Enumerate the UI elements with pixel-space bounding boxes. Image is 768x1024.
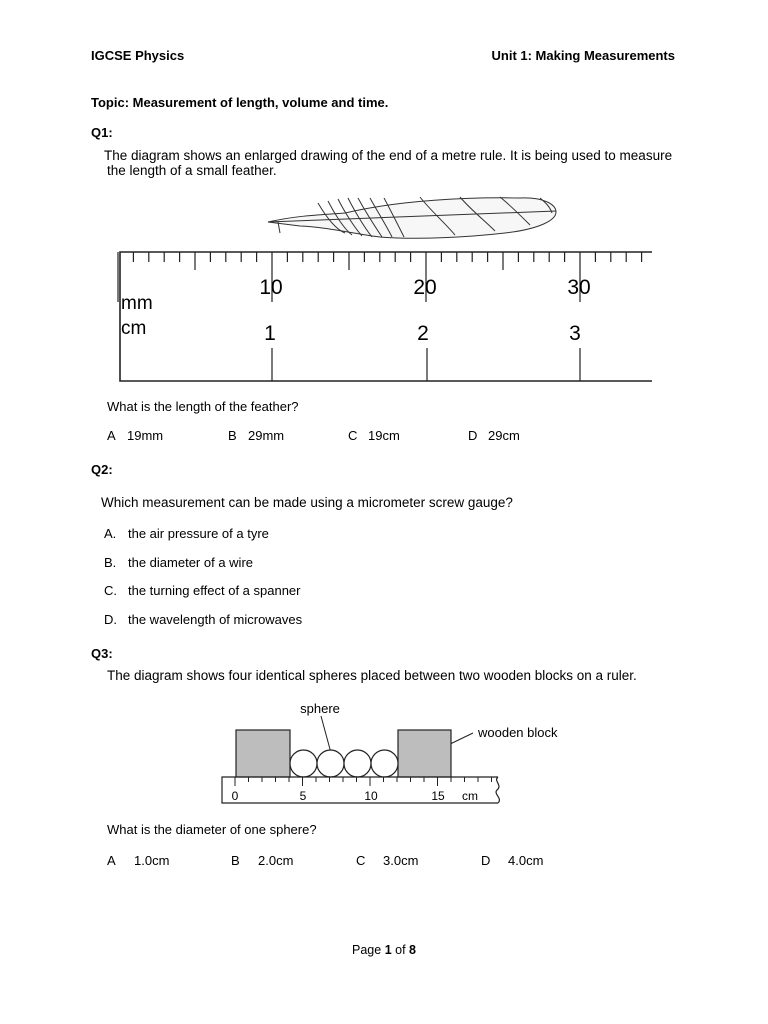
- feather-drawing: [268, 197, 556, 238]
- q1-option-c: [348, 428, 400, 443]
- q1-option-b: [228, 428, 284, 443]
- option-text: 1.0cm: [134, 853, 170, 868]
- q2-option-d: [104, 612, 302, 641]
- ruler-scale-number: 0: [231, 789, 239, 803]
- option-text: 4.0cm: [508, 853, 544, 868]
- wooden-block-left: [236, 730, 290, 777]
- ruler-cm-number: 1: [264, 322, 276, 345]
- q1-option-d: [468, 428, 520, 443]
- header-right: Unit 1: Making Measurements: [491, 48, 675, 63]
- ruler-mm-label: mm: [121, 293, 153, 314]
- option-text: 3.0cm: [383, 853, 419, 868]
- footer-total-pages: 8: [409, 943, 416, 957]
- option-text: 2.0cm: [258, 853, 294, 868]
- option-text: 29cm: [488, 428, 520, 443]
- q2-option-b: [104, 555, 302, 584]
- q2-text: Which measurement can be made using a micrometer screw gauge?: [101, 495, 513, 510]
- q3-option-c: [356, 853, 418, 868]
- q2-option-a: [104, 526, 302, 555]
- sphere: [290, 750, 317, 777]
- q3-option-b: [231, 853, 293, 868]
- wooden-block-label: wooden block: [478, 725, 558, 740]
- sphere: [317, 750, 344, 777]
- option-letter: D: [481, 853, 491, 868]
- option-text: the turning effect of a spanner: [128, 583, 301, 598]
- option-text: the wavelength of microwaves: [128, 611, 303, 627]
- option-text: the air pressure of a tyre: [128, 526, 269, 541]
- option-text: 19mm: [127, 428, 164, 443]
- ruler-cm-number: 2: [417, 322, 429, 345]
- option-letter: A.: [104, 526, 117, 541]
- q3-question: What is the diameter of one sphere?: [107, 822, 317, 837]
- option-letter: B.: [104, 554, 117, 570]
- ruler-scale-number: 10: [364, 789, 378, 803]
- option-letter: D.: [104, 611, 117, 627]
- q3-option-d: [481, 853, 543, 868]
- q2-label: Q2:: [91, 462, 113, 477]
- sphere-label: sphere: [300, 701, 340, 716]
- sphere: [344, 750, 371, 777]
- ruler-mm-number: 10: [259, 276, 283, 299]
- ruler-mm-number: 30: [567, 276, 591, 299]
- q2-option-c: [104, 583, 302, 612]
- footer-middle: of: [391, 943, 410, 957]
- option-letter: A: [107, 428, 116, 443]
- option-text: 29mm: [248, 428, 285, 443]
- wooden-block-right: [398, 730, 451, 777]
- page-footer: [0, 943, 768, 957]
- ruler-mm-number: 20: [413, 276, 437, 299]
- option-letter: B: [231, 853, 240, 868]
- q2-options: [104, 526, 302, 640]
- option-text: 19cm: [368, 428, 400, 443]
- q3-text: The diagram shows four identical spheres placed between two wooden blocks on a ruler.: [107, 668, 637, 683]
- option-letter: C: [348, 428, 358, 443]
- q1-option-a: [107, 428, 163, 443]
- metre-rule-diagram: [0, 185, 768, 385]
- option-letter: C.: [104, 583, 117, 598]
- option-letter: D: [468, 428, 478, 443]
- ruler-scale-number: 15: [431, 789, 445, 803]
- ruler-cm-label: cm: [121, 318, 147, 339]
- q1-question: What is the length of the feather?: [107, 399, 299, 414]
- header-left: IGCSE Physics: [91, 48, 185, 63]
- sphere: [371, 750, 398, 777]
- footer-prefix: Page: [352, 943, 385, 957]
- q1-text-line2: the length of a small feather.: [107, 163, 277, 178]
- ruler-cm-number: 3: [569, 322, 581, 345]
- option-letter: C: [356, 853, 366, 868]
- option-text: the diameter of a wire: [128, 554, 254, 570]
- q3-label: Q3:: [91, 646, 113, 661]
- footer-current-page: 1: [384, 943, 392, 957]
- spheres-ruler-diagram: [0, 695, 768, 810]
- topic-heading: Topic: Measurement of length, volume and time.: [91, 95, 389, 110]
- q1-text-line1: The diagram shows an enlarged drawing of the end of a metre rule. It is being used to measure: [104, 148, 673, 163]
- option-letter: A: [107, 853, 116, 868]
- option-letter: B: [228, 428, 237, 443]
- q1-label: Q1:: [91, 125, 113, 140]
- q3-option-a: [107, 853, 169, 868]
- ruler-scale-number: 5: [299, 789, 307, 803]
- ruler-unit-label: cm: [462, 789, 478, 803]
